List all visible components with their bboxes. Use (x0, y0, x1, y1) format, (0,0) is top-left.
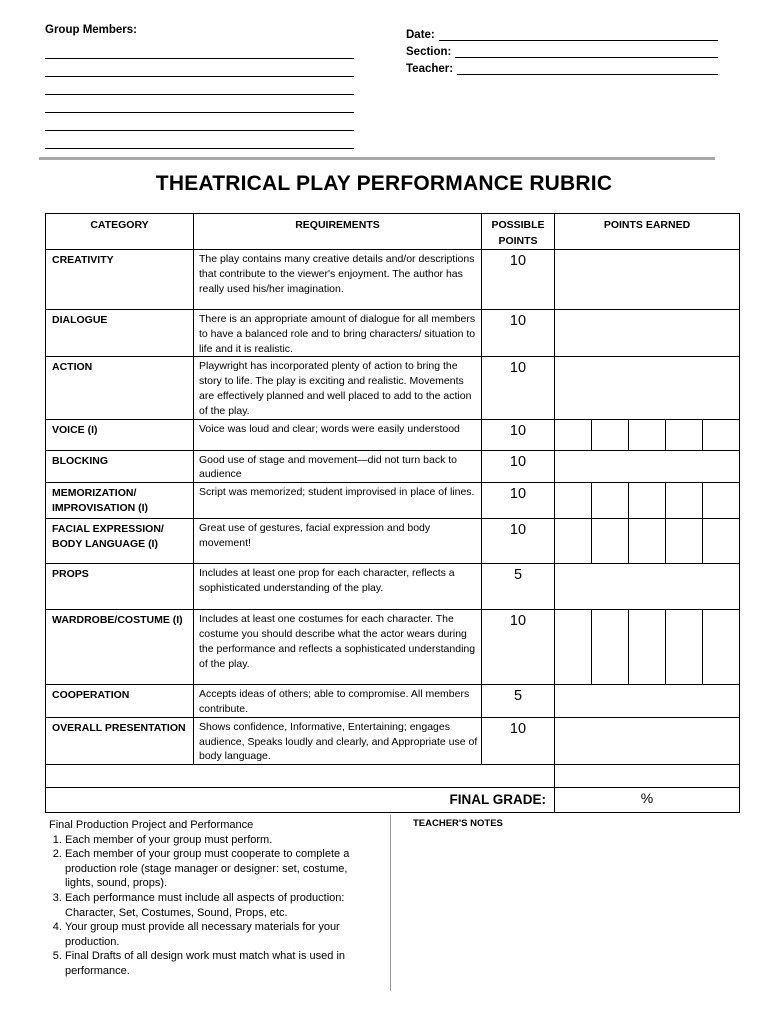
empty-cell[interactable] (555, 765, 740, 788)
points-earned-cell[interactable] (555, 419, 740, 450)
table-row (46, 564, 740, 610)
score-box[interactable] (666, 420, 703, 450)
category-cell: PROPS (46, 564, 194, 610)
table-row (46, 419, 740, 450)
requirement-cell: Good use of stage and movement—did not turn back to audience (194, 450, 482, 483)
member-line[interactable] (45, 113, 354, 131)
possible-points-cell: 10 (482, 483, 555, 519)
possible-points-cell: 10 (482, 250, 555, 310)
list-item: 5. Final Drafts of all design work must match what is used in performance. (65, 949, 379, 978)
points-earned-cell[interactable] (555, 519, 740, 564)
list-item: 2. Each member of your group must cooperate to complete a production role (stage manager or designer: set, costume, lights, sound, props). (65, 847, 379, 891)
instructions-list (49, 833, 379, 979)
header-requirements: REQUIREMENTS (194, 214, 482, 250)
score-box[interactable] (666, 610, 703, 684)
final-grade-field[interactable]: % (555, 788, 740, 813)
possible-points-cell: 10 (482, 450, 555, 483)
table-row (46, 250, 740, 310)
score-box[interactable] (555, 420, 592, 450)
score-box[interactable] (592, 610, 629, 684)
points-earned-cell[interactable] (555, 450, 740, 483)
table-row-empty (46, 765, 740, 788)
requirement-cell: Shows confidence, Informative, Entertaining; engages audience, Speaks loudly and clearly, and Appropriate use of body language. (194, 717, 482, 764)
points-earned-cell[interactable] (555, 310, 740, 357)
possible-points-cell: 10 (482, 519, 555, 564)
date-row (406, 24, 718, 41)
info-section (406, 24, 718, 75)
score-box[interactable] (555, 483, 592, 518)
table-row (46, 519, 740, 564)
table-row (46, 610, 740, 685)
category-cell: DIALOGUE (46, 310, 194, 357)
score-box[interactable] (629, 483, 666, 518)
final-grade-row (46, 788, 740, 813)
requirement-cell: Great use of gestures, facial expression and body movement! (194, 519, 482, 564)
score-box[interactable] (592, 483, 629, 518)
points-earned-cell[interactable] (555, 717, 740, 764)
score-box[interactable] (555, 519, 592, 563)
empty-cell (46, 765, 555, 788)
score-box[interactable] (629, 610, 666, 684)
score-box[interactable] (629, 519, 666, 563)
possible-points-cell: 10 (482, 419, 555, 450)
section-field[interactable] (455, 46, 718, 58)
group-members-label: Group Members: (45, 24, 138, 36)
instructions-title: Final Production Project and Performance (49, 819, 254, 831)
category-cell: BLOCKING (46, 450, 194, 483)
table-row (46, 717, 740, 764)
list-item: 4. Your group must provide all necessary materials for your production. (65, 920, 379, 949)
teacher-row (406, 58, 718, 75)
member-line[interactable] (45, 41, 354, 59)
possible-points-cell: 5 (482, 685, 555, 718)
score-box[interactable] (592, 420, 629, 450)
member-line[interactable] (45, 77, 354, 95)
score-box[interactable] (703, 610, 739, 684)
score-box[interactable] (629, 420, 666, 450)
points-earned-cell[interactable] (555, 564, 740, 610)
section-row (406, 41, 718, 58)
table-row (46, 685, 740, 718)
possible-points-cell: 10 (482, 610, 555, 685)
category-cell: WARDROBE/COSTUME (I) (46, 610, 194, 685)
requirement-cell: Voice was loud and clear; words were easily understood (194, 419, 482, 450)
member-line[interactable] (45, 59, 354, 77)
rubric-table (45, 213, 740, 813)
divider (39, 157, 715, 160)
category-cell: OVERALL PRESENTATION (46, 717, 194, 764)
score-box[interactable] (703, 519, 739, 563)
category-cell: ACTION (46, 357, 194, 419)
teacher-field[interactable] (457, 63, 718, 75)
instructions-section (49, 818, 379, 979)
score-box[interactable] (666, 483, 703, 518)
requirement-cell: The play contains many creative details and/or descriptions that contribute to the viewer's enjoyment. The author has really used his/her imagination. (194, 250, 482, 310)
header-possible-points: POSSIBLE POINTS (482, 214, 555, 250)
date-field[interactable] (439, 29, 718, 41)
page-title: THEATRICAL PLAY PERFORMANCE RUBRIC (155, 172, 613, 195)
member-line[interactable] (45, 131, 354, 149)
table-row (46, 357, 740, 419)
list-item: 3. Each performance must include all aspects of production: Character, Set, Costumes, Sound, Props, etc. (65, 891, 379, 920)
possible-points-cell: 10 (482, 717, 555, 764)
date-label: Date: (406, 29, 435, 41)
requirement-cell: Includes at least one prop for each character, reflects a sophisticated understanding of the play. (194, 564, 482, 610)
points-earned-cell[interactable] (555, 685, 740, 718)
table-row (46, 310, 740, 357)
header-category: CATEGORY (46, 214, 194, 250)
final-grade-label: FINAL GRADE: (46, 788, 555, 813)
requirement-cell: Includes at least one costumes for each character. The costume you should describe what the actor wears during the performance and reflects a sophisticated understanding of the play. (194, 610, 482, 685)
group-members-section (45, 24, 357, 149)
points-earned-cell[interactable] (555, 610, 740, 685)
teacher-label: Teacher: (406, 63, 454, 75)
category-cell: MEMORIZATION/ IMPROVISATION (I) (46, 483, 194, 519)
section-label: Section: (406, 46, 452, 58)
requirement-cell: There is an appropriate amount of dialogue for all members to have a balanced role and to bring characters/ situation to life and it is realistic. (194, 310, 482, 357)
header-row (46, 214, 740, 250)
vertical-divider (390, 815, 391, 991)
requirement-cell: Script was memorized; student improvised in place of lines. (194, 483, 482, 519)
requirement-cell: Playwright has incorporated plenty of action to bring the story to life. The play is exciting and realistic. Movements are effectively planned and well placed to add to the action of the play. (194, 357, 482, 419)
table-row (46, 450, 740, 483)
score-box[interactable] (703, 420, 739, 450)
points-earned-cell[interactable] (555, 357, 740, 419)
header-points-earned: POINTS EARNED (555, 214, 740, 250)
list-item: 1. Each member of your group must perform. (65, 833, 379, 848)
category-cell: FACIAL EXPRESSION/ BODY LANGUAGE (I) (46, 519, 194, 564)
category-cell: CREATIVITY (46, 250, 194, 310)
score-box[interactable] (666, 519, 703, 563)
requirement-cell: Accepts ideas of others; able to compromise. All members contribute. (194, 685, 482, 718)
score-box[interactable] (555, 610, 592, 684)
possible-points-cell: 5 (482, 564, 555, 610)
possible-points-cell: 10 (482, 357, 555, 419)
table-row (46, 483, 740, 519)
member-line[interactable] (45, 95, 354, 113)
category-cell: COOPERATION (46, 685, 194, 718)
points-earned-cell[interactable] (555, 250, 740, 310)
teachers-notes-label: TEACHER'S NOTES (413, 818, 503, 829)
score-box[interactable] (592, 519, 629, 563)
points-earned-cell[interactable] (555, 483, 740, 519)
category-cell: VOICE (I) (46, 419, 194, 450)
possible-points-cell: 10 (482, 310, 555, 357)
score-box[interactable] (703, 483, 739, 518)
